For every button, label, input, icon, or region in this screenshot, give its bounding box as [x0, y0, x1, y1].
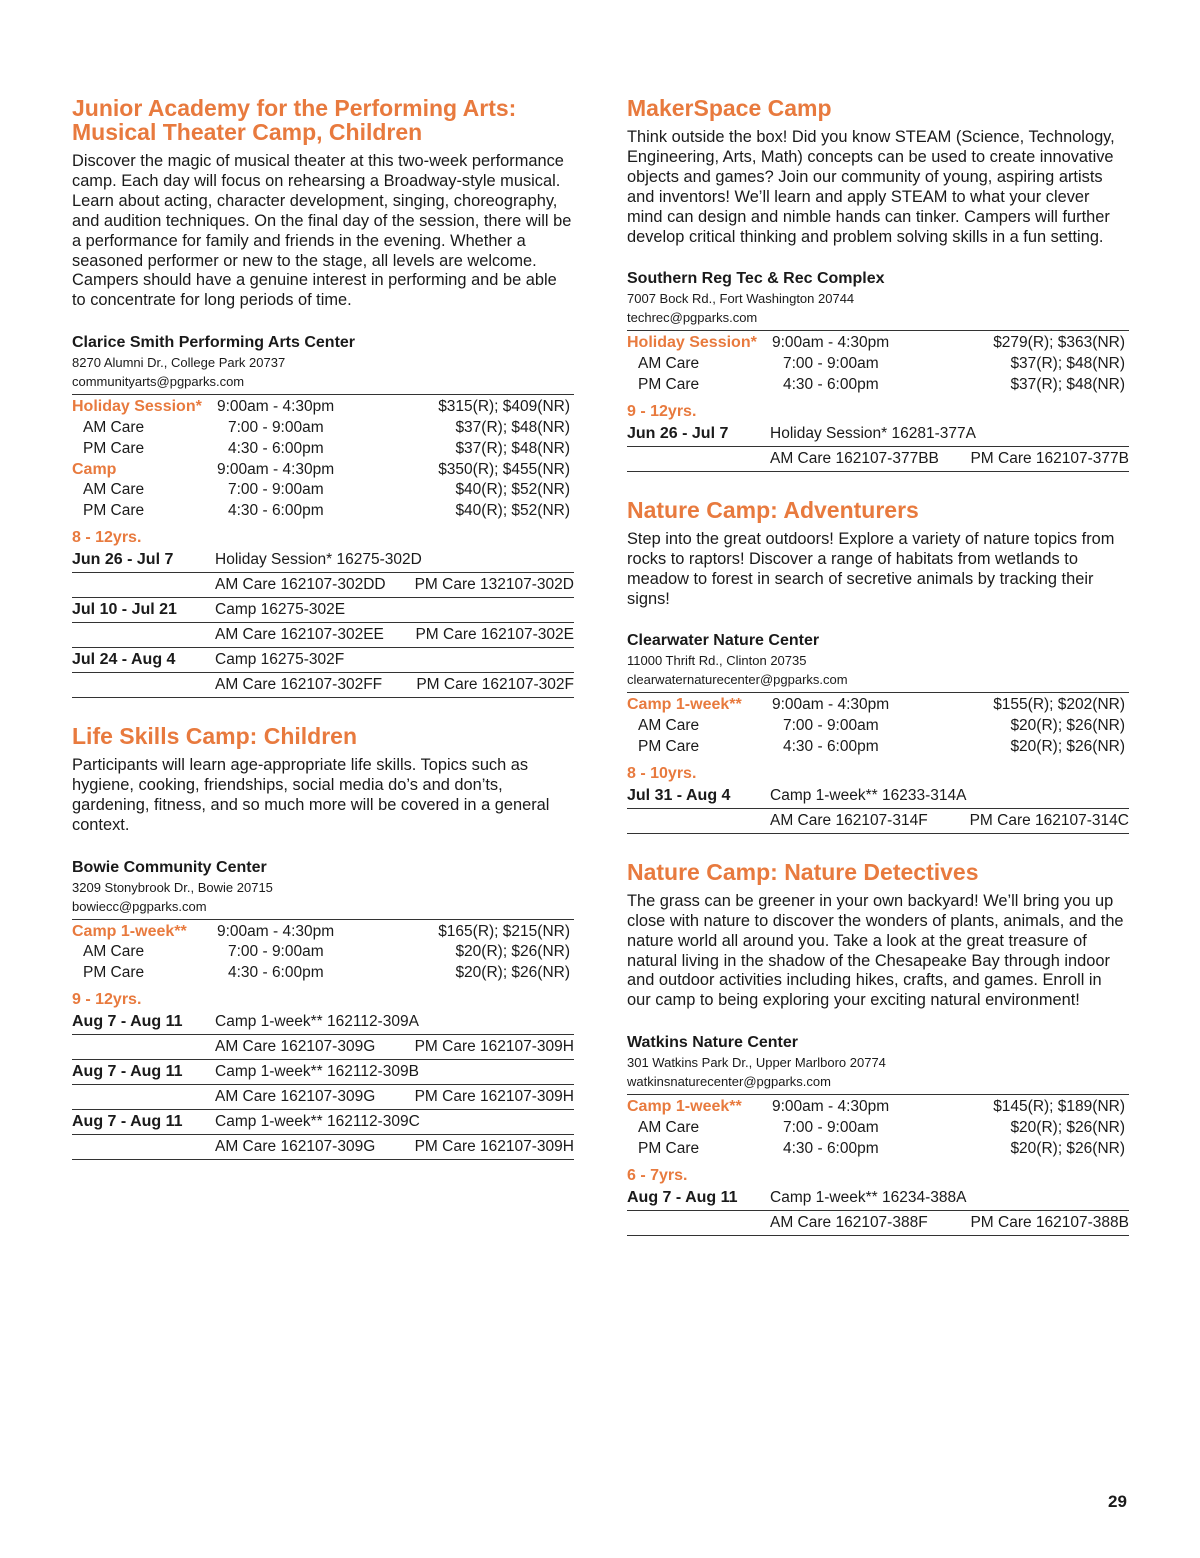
camp-description: Step into the great outdoors! Explore a variety of nature topics from rocks to raptors! Discover a range of habitats from wetlands to meadow to forest in search of secretive animals by tracking their signs!: [627, 529, 1115, 608]
venue-name: Southern Reg Tec & Rec Complex: [627, 270, 885, 288]
am-care-code: AM Care 162107-309G: [215, 1038, 376, 1056]
fee-row: [72, 439, 574, 460]
session-dates: Jun 26 - Jul 7: [72, 551, 174, 569]
venue-address: 11000 Thrift Rd., Clinton 20735: [627, 653, 807, 669]
fee-time: 9:00am - 4:30pm: [217, 922, 335, 940]
am-care-code: AM Care 162107-388F: [770, 1213, 928, 1231]
fee-row: [72, 501, 574, 522]
age-range: 8 - 10yrs.: [627, 764, 697, 782]
fee-schedule: [72, 394, 574, 522]
session-row: [72, 648, 574, 673]
camp-title: Nature Camp: Nature Detectives: [627, 858, 979, 885]
fee-amount: $279(R); $363(NR): [993, 334, 1125, 352]
session-code: Camp 16275-302E: [215, 601, 346, 619]
session-dates: Aug 7 - Aug 11: [72, 1113, 183, 1131]
fee-amount: $315(R); $409(NR): [438, 398, 570, 416]
fee-time: 4:30 - 6:00pm: [228, 964, 324, 982]
venue-name: Clarice Smith Performing Arts Center: [72, 334, 356, 352]
fee-label: AM Care: [83, 481, 145, 499]
am-care-code: AM Care 162107-377BB: [770, 449, 939, 467]
fee-time: 7:00 - 9:00am: [228, 419, 324, 437]
fee-row: [627, 333, 1129, 354]
session-row: [72, 1010, 574, 1035]
fee-row: [72, 418, 574, 439]
fee-time: 9:00am - 4:30pm: [772, 334, 890, 352]
fee-label: PM Care: [83, 502, 145, 520]
camp-section: [72, 724, 574, 1160]
age-range: 6 - 7yrs.: [627, 1166, 688, 1184]
fee-label: PM Care: [638, 1139, 700, 1157]
venue-email[interactable]: clearwaternaturecenter@pgparks.com: [627, 672, 848, 688]
venue-address: 3209 Stonybrook Dr., Bowie 20715: [72, 879, 273, 895]
venue-name: Bowie Community Center: [72, 858, 267, 876]
page-number: 29: [1108, 1492, 1127, 1511]
fee-time: 9:00am - 4:30pm: [217, 398, 335, 416]
venue-name: Clearwater Nature Center: [627, 632, 820, 650]
fee-row: [72, 397, 574, 418]
session-dates: Aug 7 - Aug 11: [72, 1063, 183, 1081]
care-row: [72, 573, 574, 598]
camp-section: [627, 498, 1129, 834]
session-dates: Jul 10 - Jul 21: [72, 601, 177, 619]
fee-row: [72, 922, 574, 943]
fee-time: 9:00am - 4:30pm: [772, 696, 890, 714]
session-dates: Jun 26 - Jul 7: [627, 424, 729, 442]
session-code: Camp 1-week** 16234-388A: [770, 1188, 967, 1206]
left-column: [72, 96, 574, 1186]
fee-label: Camp: [72, 460, 117, 478]
fee-time: 9:00am - 4:30pm: [217, 460, 335, 478]
fee-row: [627, 695, 1129, 716]
fee-time: 7:00 - 9:00am: [228, 943, 324, 961]
session-code: Camp 1-week** 162112-309C: [215, 1113, 420, 1131]
venue-name: Watkins Nature Center: [627, 1034, 798, 1052]
care-row: [627, 1211, 1129, 1236]
camp-section: [627, 860, 1129, 1236]
age-range: 8 - 12yrs.: [72, 529, 142, 547]
session-row: [72, 598, 574, 623]
fee-label: AM Care: [83, 943, 145, 961]
session-code: Holiday Session* 16281-377A: [770, 424, 976, 442]
session-code: Holiday Session* 16275-302D: [215, 551, 422, 569]
fee-row: [72, 963, 574, 984]
pm-care-code: PM Care 162107-309H: [414, 1088, 574, 1106]
fee-row: [627, 375, 1129, 396]
fee-label: AM Care: [83, 419, 145, 437]
fee-amount: $155(R); $202(NR): [993, 696, 1125, 714]
am-care-code: AM Care 162107-314F: [770, 811, 928, 829]
fee-row: [72, 460, 574, 481]
camp-title: MakerSpace Camp: [627, 95, 832, 121]
fee-amount: $20(R); $26(NR): [455, 964, 570, 982]
fee-time: 7:00 - 9:00am: [783, 355, 879, 373]
age-range: 9 - 12yrs.: [72, 991, 142, 1009]
care-row: [72, 673, 574, 698]
session-row: [627, 422, 1129, 447]
fee-time: 9:00am - 4:30pm: [772, 1098, 890, 1116]
fee-label: AM Care: [638, 1119, 700, 1137]
venue-email[interactable]: bowiecc@pgparks.com: [72, 898, 207, 914]
fee-amount: $20(R); $26(NR): [1010, 1139, 1125, 1157]
fee-time: 7:00 - 9:00am: [783, 1119, 879, 1137]
session-dates: Aug 7 - Aug 11: [627, 1188, 738, 1206]
fee-amount: $20(R); $26(NR): [455, 943, 570, 961]
fee-label: PM Care: [83, 964, 145, 982]
care-row: [72, 1085, 574, 1110]
pm-care-code: PM Care 162107-309H: [414, 1038, 574, 1056]
fee-schedule: [627, 330, 1129, 395]
care-row: [627, 447, 1129, 472]
fee-label: Camp 1-week**: [627, 696, 742, 714]
fee-time: 4:30 - 6:00pm: [228, 439, 324, 457]
fee-amount: $37(R); $48(NR): [455, 439, 570, 457]
fee-label: PM Care: [638, 376, 700, 394]
pm-care-code: PM Care 162107-309H: [414, 1138, 574, 1156]
camp-title: Life Skills Camp: Children: [72, 723, 357, 750]
fee-label: AM Care: [638, 355, 700, 373]
pm-care-code: PM Care 132107-302D: [414, 576, 574, 594]
pm-care-code: PM Care 162107-302F: [416, 676, 574, 694]
am-care-code: AM Care 162107-302DD: [215, 576, 386, 594]
session-row: [627, 1186, 1129, 1211]
camp-description: Discover the magic of musical theater at this two-week performance camp. Each day will focus on rehearsing a Broadway-style musical. Learn about acting, character development, singing, choreography, and audition techniques. On the final day of the session, there will be a performance for family and friends in the evening. Whether a seasoned performer or new to the stage, all levels are welcome. Campers should have a genuine interest in performing and be able to concentrate for long periods of time.: [72, 152, 572, 310]
fee-row: [627, 1097, 1129, 1118]
fee-time: 4:30 - 6:00pm: [783, 1139, 879, 1157]
fee-time: 4:30 - 6:00pm: [783, 376, 879, 394]
camp-title: Nature Camp: Adventurers: [627, 496, 919, 523]
fee-amount: $37(R); $48(NR): [455, 419, 570, 437]
venue-address: 8270 Alumni Dr., College Park 20737: [72, 355, 286, 371]
fee-amount: $145(R); $189(NR): [993, 1098, 1125, 1116]
care-row: [627, 809, 1129, 834]
fee-label: AM Care: [638, 717, 700, 735]
camp-description: Participants will learn age-appropriate life skills. Topics such as hygiene, cooking, friendships, social media do’s and don’ts, gardening, fitness, and so much more will be covered in a general context.: [72, 756, 550, 834]
venue-email[interactable]: techrec@pgparks.com: [627, 310, 758, 326]
camp-description: The grass can be greener in your own backyard! We’ll bring you up close with nature to discover the wonders of plants, animals, and the nature world all around you. Take a look at the great treasure of natural living in the shadow of the Chesapeake Bay through indoor and outdoor activities including hikes, crafts, and games. Enroll in our camp to being exploring your exciting natural environment!: [627, 891, 1124, 1010]
session-row: [627, 784, 1129, 809]
fee-label: Camp 1-week**: [72, 922, 187, 940]
fee-row: [627, 716, 1129, 737]
fee-row: [72, 480, 574, 501]
session-code: Camp 1-week** 162112-309B: [215, 1063, 419, 1081]
pm-care-code: PM Care 162107-377B: [970, 449, 1129, 467]
fee-label: Holiday Session*: [627, 334, 757, 352]
care-row: [72, 623, 574, 648]
fee-amount: $37(R); $48(NR): [1010, 355, 1125, 373]
session-row: [72, 1060, 574, 1085]
right-column: [627, 96, 1129, 1262]
session-dates: Jul 31 - Aug 4: [627, 786, 731, 804]
session-dates: Aug 7 - Aug 11: [72, 1013, 183, 1031]
camp-description: Think outside the box! Did you know STEAM (Science, Technology, Engineering, Arts, Math) concepts can be used to create innovative objects and games? Join our community of young, aspiring artists and inventors! We’ll learn and apply STEAM to what your clever mind can design and nimble hands can tinker. Campers will further develop critical thinking and problem solving skills in a fun setting.: [627, 128, 1115, 246]
pm-care-code: PM Care 162107-314C: [969, 811, 1129, 829]
venue-address: 301 Watkins Park Dr., Upper Marlboro 20774: [627, 1055, 886, 1071]
fee-amount: $40(R); $52(NR): [455, 481, 570, 499]
fee-schedule: [627, 1094, 1129, 1159]
am-care-code: AM Care 162107-309G: [215, 1138, 376, 1156]
fee-amount: $20(R); $26(NR): [1010, 717, 1125, 735]
pm-care-code: PM Care 162107-388B: [970, 1213, 1129, 1231]
session-row: [72, 548, 574, 573]
fee-label: Camp 1-week**: [627, 1098, 742, 1116]
age-range: 9 - 12yrs.: [627, 402, 697, 420]
fee-amount: $165(R); $215(NR): [438, 922, 570, 940]
fee-amount: $40(R); $52(NR): [455, 502, 570, 520]
session-code: Camp 1-week** 16233-314A: [770, 786, 967, 804]
camp-section: [72, 96, 574, 698]
fee-time: 4:30 - 6:00pm: [783, 738, 879, 756]
fee-row: [72, 942, 574, 963]
fee-row: [627, 1118, 1129, 1139]
fee-row: [627, 354, 1129, 375]
fee-schedule: [627, 692, 1129, 757]
fee-label: PM Care: [83, 439, 145, 457]
venue-address: 7007 Bock Rd., Fort Washington 20744: [627, 291, 855, 307]
venue-email[interactable]: communityarts@pgparks.com: [72, 374, 245, 390]
fee-time: 4:30 - 6:00pm: [228, 502, 324, 520]
fee-label: Holiday Session*: [72, 398, 202, 416]
camp-section: [627, 96, 1129, 472]
fee-schedule: [72, 919, 574, 984]
fee-amount: $20(R); $26(NR): [1010, 1119, 1125, 1137]
fee-time: 7:00 - 9:00am: [228, 481, 324, 499]
fee-amount: $350(R); $455(NR): [438, 460, 570, 478]
am-care-code: AM Care 162107-302EE: [215, 626, 384, 644]
fee-label: PM Care: [638, 738, 700, 756]
fee-time: 7:00 - 9:00am: [783, 717, 879, 735]
fee-row: [627, 737, 1129, 758]
am-care-code: AM Care 162107-309G: [215, 1088, 376, 1106]
venue-email[interactable]: watkinsnaturecenter@pgparks.com: [627, 1074, 831, 1090]
care-row: [72, 1035, 574, 1060]
am-care-code: AM Care 162107-302FF: [215, 676, 383, 694]
care-row: [72, 1135, 574, 1160]
session-code: Camp 16275-302F: [215, 651, 345, 669]
fee-row: [627, 1139, 1129, 1160]
session-code: Camp 1-week** 162112-309A: [215, 1013, 419, 1031]
camp-title: Junior Academy for the Performing Arts: Musical Theater Camp, Children: [72, 95, 517, 145]
session-row: [72, 1110, 574, 1135]
session-dates: Jul 24 - Aug 4: [72, 651, 176, 669]
fee-amount: $37(R); $48(NR): [1010, 376, 1125, 394]
fee-amount: $20(R); $26(NR): [1010, 738, 1125, 756]
pm-care-code: PM Care 162107-302E: [415, 626, 574, 644]
